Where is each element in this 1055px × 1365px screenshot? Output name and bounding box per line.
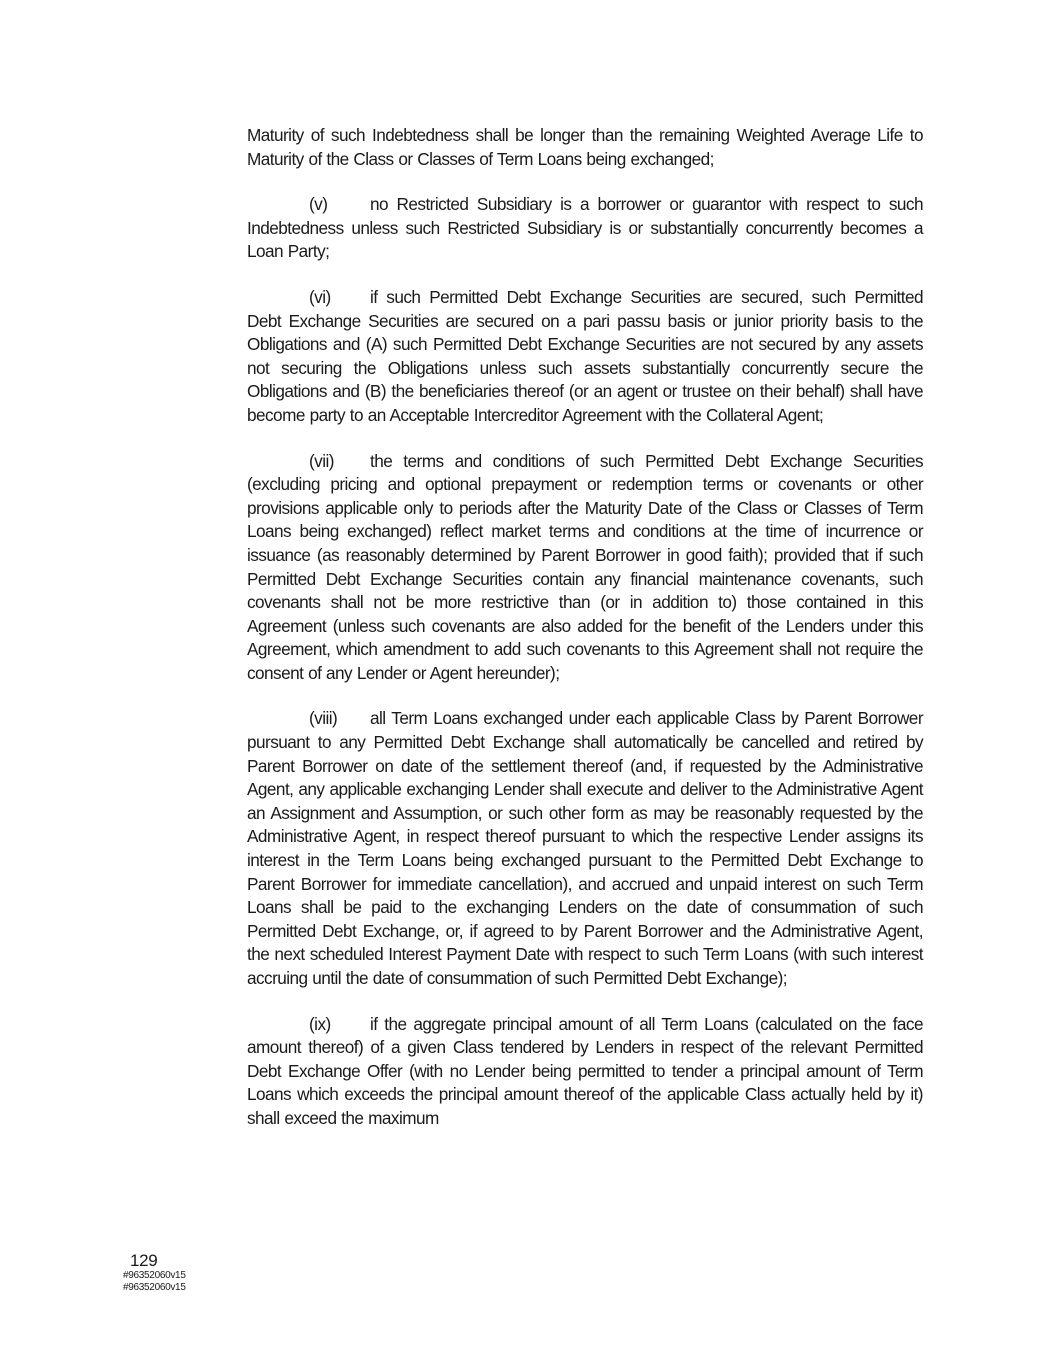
document-id: #96352060v15: [123, 1282, 186, 1293]
paragraph-clause-ix: [247, 1013, 923, 1131]
page-footer: [123, 1252, 186, 1294]
paragraph-clause-viii: [247, 707, 923, 990]
paragraph-clause-v: [247, 193, 923, 264]
paragraph-text: the terms and conditions of such Permitted Debt Exchange Securities (excluding pricing and optional prepayment or redemption terms or covenants or other provisions applicable only to periods after the Maturity Date of the Class or Classes of Term Loans being exchanged) reflect market terms and conditions at the time of incurrence or issuance (as reasonably determined by Parent Borrower in good faith); provided that if such Permitted Debt Exchange Securities contain any financial maintenance covenants, such covenants shall not be more restrictive than (or in addition to) those contained in this Agreement (unless such covenants are also added for the benefit of the Lenders under this Agreement, which amendment to add such covenants to this Agreement shall not require the consent of any Lender or Agent hereunder);: [247, 450, 923, 683]
paragraph-text: if the aggregate principal amount of all Term Loans (calculated on the face amount thereof) of a given Class tendered by Lenders in respect of the relevant Permitted Debt Exchange Offer (with no Lender being permitted to tender a principal amount of Term Loans which exceeds the principal amount thereof of the applicable Class actually held by it) shall exceed the maximum: [247, 1013, 923, 1128]
clause-number: (vi): [309, 286, 331, 307]
paragraph-continuation: [247, 124, 923, 171]
clause-number: (vii): [309, 450, 334, 471]
document-body: [247, 124, 923, 1153]
page-number: 129: [130, 1251, 158, 1270]
paragraph-clause-vi: [247, 286, 923, 428]
paragraph-clause-vii: [247, 450, 923, 686]
document-id: #96352060v15: [123, 1270, 186, 1281]
clause-number: (v): [309, 194, 328, 215]
paragraph-text: all Term Loans exchanged under each applicable Class by Parent Borrower pursuant to any Permitted Debt Exchange shall automatically be cancelled and retired by Parent Borrower on date of the settlement thereof (and, if requested by the Administrative Agent, any applicable exchanging Lender shall execute and deliver to the Administrative Agent an Assignment and Assumption, or such other form as may be reasonably requested by the Administrative Agent, in respect thereof pursuant to which the respective Lender assigns its interest in the Term Loans being exchanged pursuant to the Permitted Debt Exchange to Parent Borrower for immediate cancellation), and accrued and unpaid interest on such Term Loans shall be paid to the exchanging Lenders on the date of consummation of such Permitted Debt Exchange, or, if agreed to by Parent Borrower and the Administrative Agent, the next scheduled Interest Payment Date with respect to such Term Loans (with such interest accruing until the date of consummation of such Permitted Debt Exchange);: [247, 708, 923, 988]
clause-number: (ix): [309, 1013, 331, 1034]
paragraph-text: no Restricted Subsidiary is a borrower or guarantor with respect to such Indebtedness unless such Restricted Subsidiary is or substantially concurrently becomes a Loan Party;: [247, 194, 923, 262]
paragraph-text: Maturity of such Indebtedness shall be longer than the remaining Weighted Average Life to Maturity of the Class or Classes of Term Loans being exchanged;: [247, 125, 923, 169]
paragraph-text: if such Permitted Debt Exchange Securities are secured, such Permitted Debt Exchange Securities are secured on a pari passu basis or junior priority basis to the Obligations and (A) such Permitted Debt Exchange Securities are not secured by any assets not securing the Obligations unless such assets substantially concurrently secure the Obligations and (B) the beneficiaries thereof (or an agent or trustee on their behalf) shall have become party to an Acceptable Intercreditor Agreement with the Collateral Agent;: [247, 286, 923, 425]
clause-number: (viii): [309, 708, 338, 729]
